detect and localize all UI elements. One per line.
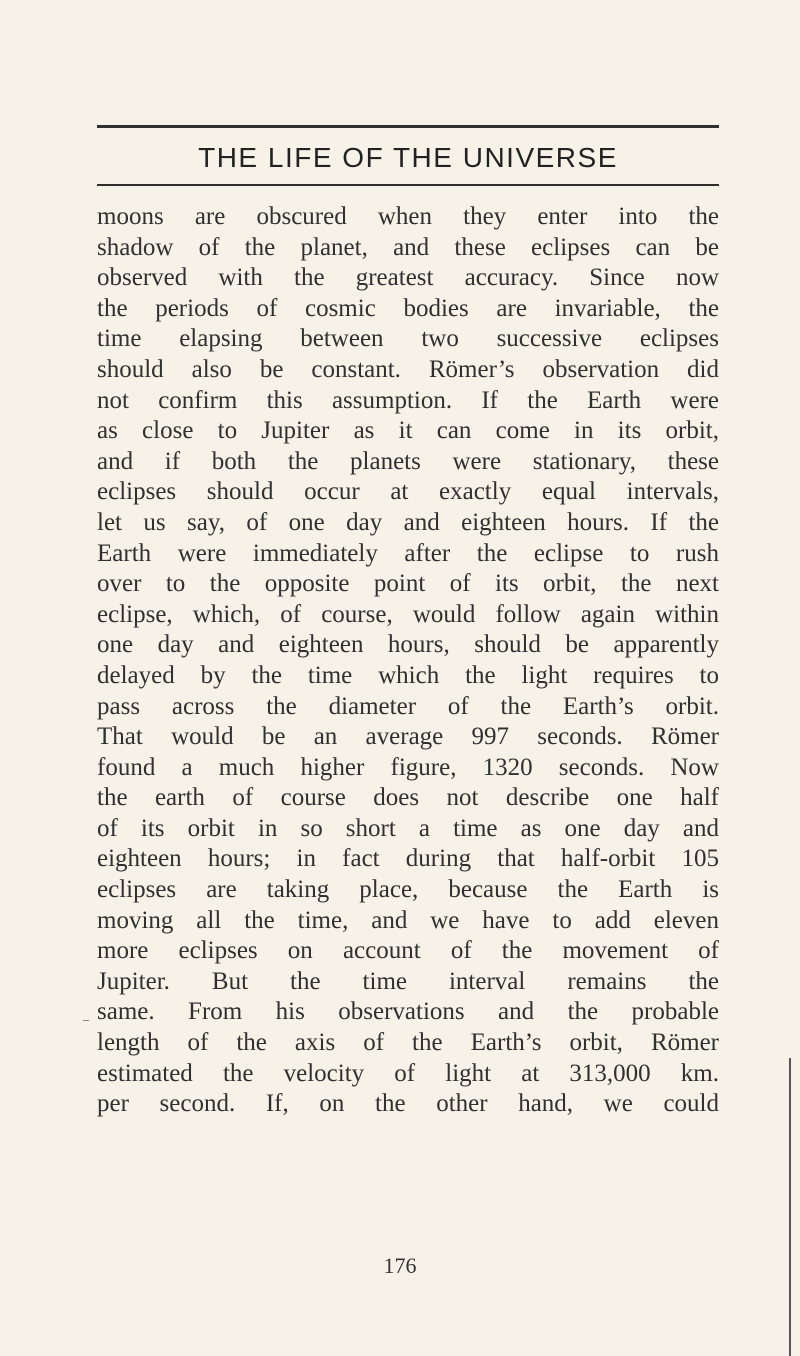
text-line: time elapsing between two successive eclipses [97,325,719,353]
text-line: moving all the time, and we have to add eleven [97,906,719,934]
text-line: eclipses should occur at exactly equal intervals, [97,478,719,506]
text-line: shadow of the planet, and these eclipses can be [97,233,719,261]
text-line: same. From his observations and the probable [97,998,719,1026]
text-line: estimated the velocity of light at 313,000 km. [97,1059,719,1087]
text-line: and if both the planets were stationary, these [97,447,719,475]
header-rule-bottom [97,184,719,186]
text-line: That would be an average 997 seconds. Römer [97,723,719,751]
text-line: Earth were immediately after the eclipse to rush [97,539,719,567]
text-line: observed with the greatest accuracy. Since now [97,264,719,292]
text-line: one day and eighteen hours, should be apparently [97,631,719,659]
page-number: 176 [383,1253,417,1278]
text-line: eighteen hours; in fact during that half-orbit 105 [97,845,719,873]
text-line: Jupiter. But the time interval remains the [97,967,719,995]
text-line: moons are obscured when they enter into the [97,203,719,230]
text-line: as close to Jupiter as it can come in its orbit, [97,417,719,445]
text-line: length of the axis of the Earth’s orbit, Römer [97,1029,719,1057]
text-line: the periods of cosmic bodies are invariable, the [97,294,719,322]
text-line: let us say, of one day and eighteen hours. If the [97,508,719,536]
margin-mark [83,1020,89,1021]
text-line: pass across the diameter of the Earth’s orbit. [97,692,719,720]
text-line: eclipses are taking place, because the Earth is [97,876,719,904]
text-line: should also be constant. Römer’s observation did [97,355,719,383]
text-line: per second. If, on the other hand, we could [97,1090,719,1118]
header-rule-top [97,125,719,128]
body-text [97,202,719,1120]
text-line: delayed by the time which the light requires to [97,661,719,689]
running-head: THE LIFE OF THE UNIVERSE [198,142,618,173]
text-line: the earth of course does not describe one half [97,784,719,812]
text-line: found a much higher figure, 1320 seconds. Now [97,753,719,781]
text-line: more eclipses on account of the movement of [97,937,719,965]
text-line: not confirm this assumption. If the Earth were [97,386,719,414]
text-line: eclipse, which, of course, would follow again within [97,600,719,628]
page-edge-line [789,1058,791,1356]
text-line: over to the opposite point of its orbit, the next [97,570,719,598]
text-line: of its orbit in so short a time as one day and [97,814,719,842]
